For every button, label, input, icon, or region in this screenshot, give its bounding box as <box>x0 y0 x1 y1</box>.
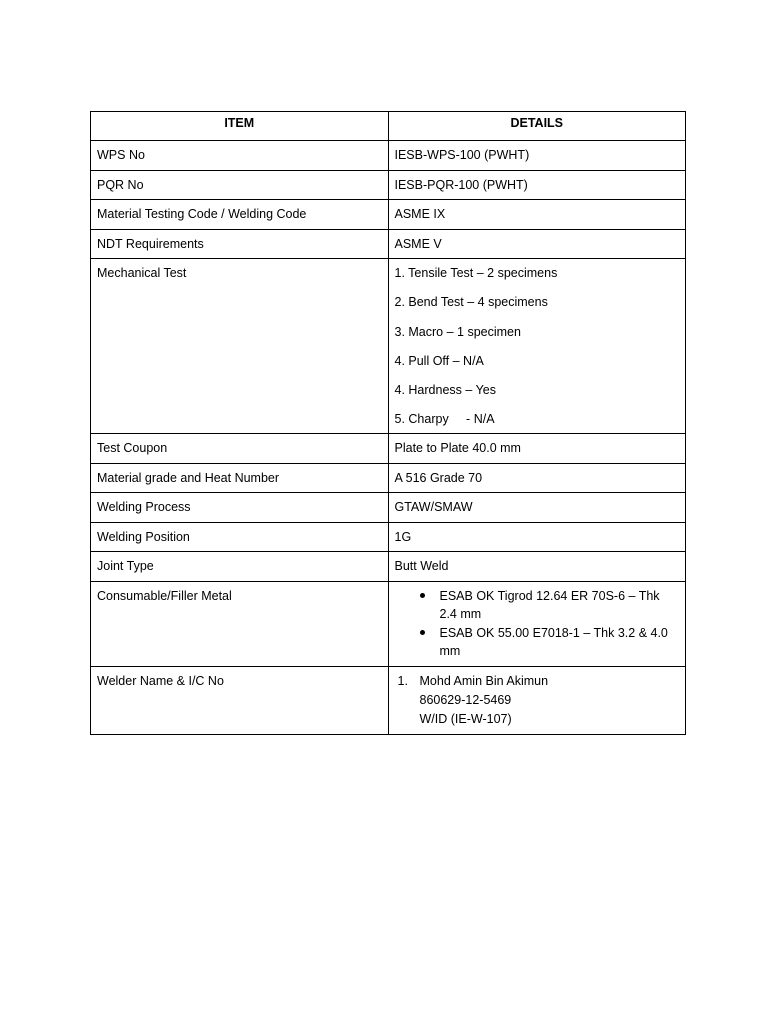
mechanical-test-line: 2. Bend Test – 4 specimens <box>394 295 548 310</box>
row-details-value: ASME IX <box>388 200 686 230</box>
row-item-label: Welding Process <box>91 493 389 523</box>
welder-list <box>395 672 680 729</box>
row-item-label: WPS No <box>91 141 389 171</box>
row-details-value: Butt Weld <box>388 552 686 582</box>
bullet-icon <box>420 630 425 635</box>
list-item <box>395 587 680 624</box>
mechanical-test-row <box>91 259 686 434</box>
row-item-label: Material Testing Code / Welding Code <box>91 200 389 230</box>
table-row <box>91 229 686 259</box>
mechanical-test-line: 1. Tensile Test – 2 specimens <box>394 266 558 280</box>
bullet-icon <box>420 593 425 598</box>
mechanical-test-details <box>388 259 686 434</box>
row-details-value: ASME V <box>388 229 686 259</box>
table-row <box>91 170 686 200</box>
table-row <box>91 200 686 230</box>
table-row <box>91 434 686 464</box>
row-item-label: Material grade and Heat Number <box>91 463 389 493</box>
row-item-label: PQR No <box>91 170 389 200</box>
row-item-label: Welder Name & I/C No <box>91 666 389 734</box>
consumable-text: ESAB OK Tigrod 12.64 ER 70S-6 – Thk 2.4 mm <box>439 588 660 621</box>
mechanical-test-line: 4. Hardness – Yes <box>394 383 496 398</box>
welding-details-table <box>90 111 686 735</box>
consumable-details <box>388 581 686 666</box>
consumable-text: ESAB OK 55.00 E7018-1 – Thk 3.2 & 4.0 mm <box>439 625 668 658</box>
consumable-row <box>91 581 686 666</box>
welder-details <box>388 666 686 734</box>
row-item-label: Welding Position <box>91 522 389 552</box>
consumable-list <box>395 587 680 661</box>
row-details-value: GTAW/SMAW <box>388 493 686 523</box>
welder-ic-number: 860629-12-5469 <box>419 692 512 707</box>
row-item-label: Consumable/Filler Metal <box>91 581 389 666</box>
row-details-value: 1G <box>388 522 686 552</box>
list-item <box>395 624 680 661</box>
welder-row <box>91 666 686 734</box>
row-details-value: Plate to Plate 40.0 mm <box>388 434 686 464</box>
row-item-label: Mechanical Test <box>91 259 389 434</box>
table-row <box>91 552 686 582</box>
mechanical-test-line: 5. Charpy - N/A <box>394 412 495 427</box>
row-item-label: Joint Type <box>91 552 389 582</box>
table-row <box>91 522 686 552</box>
welder-id: W/ID (IE-W-107) <box>419 711 512 726</box>
row-details-value: IESB-WPS-100 (PWHT) <box>388 141 686 171</box>
table-row <box>91 493 686 523</box>
row-item-label: Test Coupon <box>91 434 389 464</box>
row-details-value: A 516 Grade 70 <box>388 463 686 493</box>
table-row <box>91 141 686 171</box>
welder-name: Mohd Amin Bin Akimun <box>419 673 549 688</box>
header-details: DETAILS <box>388 112 686 141</box>
header-item: ITEM <box>91 112 389 141</box>
table-row <box>91 463 686 493</box>
mechanical-test-line: 4. Pull Off – N/A <box>394 353 484 368</box>
table-header-row <box>91 112 686 141</box>
mechanical-test-line: 3. Macro – 1 specimen <box>394 324 521 339</box>
row-item-label: NDT Requirements <box>91 229 389 259</box>
welder-number: 1. <box>397 673 408 688</box>
row-details-value: IESB-PQR-100 (PWHT) <box>388 170 686 200</box>
